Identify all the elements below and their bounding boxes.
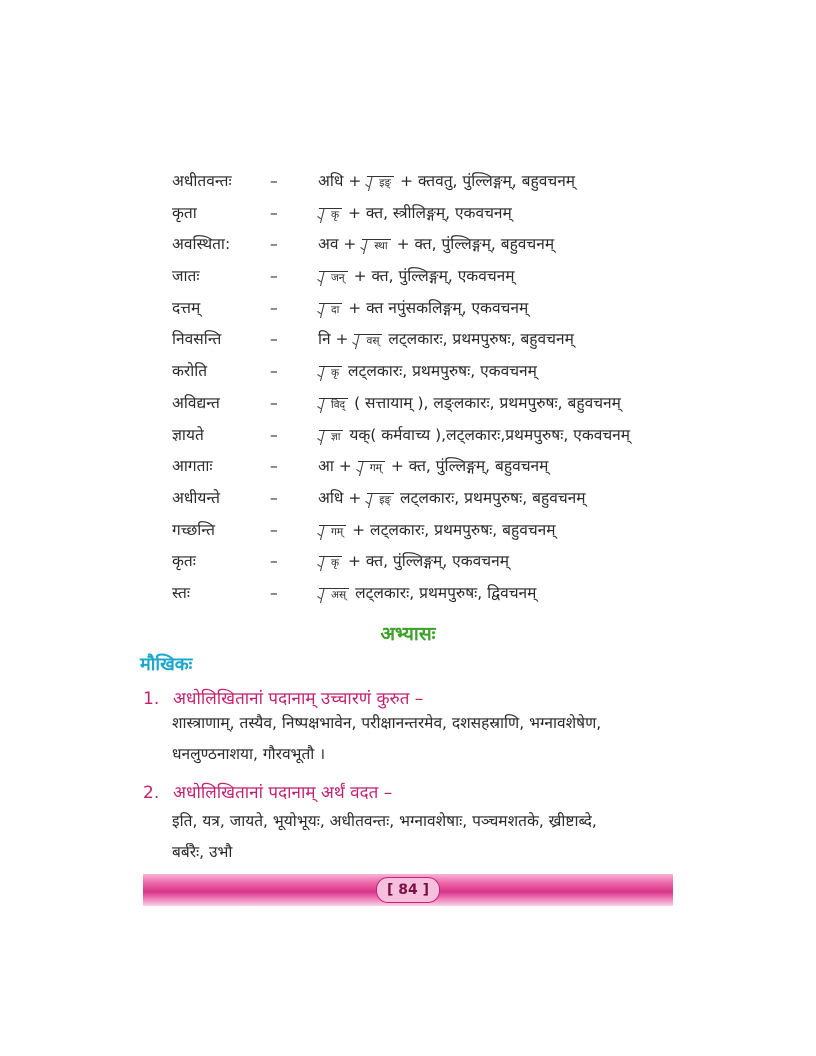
root-radical: गम्: [319, 525, 346, 539]
question-2: [143, 780, 392, 803]
root-radical: इङ्: [367, 176, 394, 190]
derivation: [318, 451, 548, 483]
derivation-row: [172, 515, 692, 547]
prefix: अधि +: [318, 172, 362, 190]
derivation-row: [172, 198, 692, 230]
word: जातः: [172, 267, 200, 286]
dash: –: [270, 552, 278, 571]
word: गच्छन्ति: [172, 520, 215, 539]
dash: –: [270, 457, 278, 476]
word: अधीतवन्तः: [172, 172, 232, 190]
dash: –: [270, 172, 278, 190]
derivation: [318, 515, 556, 547]
dash: –: [270, 203, 278, 222]
answer-line: बर्बरैः, उभौ: [172, 843, 233, 861]
prefix: नि +: [318, 330, 349, 349]
derivation-row: [172, 420, 692, 452]
derivation-row: [172, 388, 692, 420]
root-radical: जन्: [319, 271, 348, 285]
word: अविद्यन्त: [172, 393, 220, 412]
answer-words-1: [172, 708, 692, 770]
derivation-row: [172, 546, 692, 578]
derivation: [318, 388, 621, 420]
derivation-row: [172, 293, 692, 325]
prefix: आ +: [318, 457, 352, 476]
question-number: 2.: [143, 783, 160, 803]
dash: –: [270, 393, 278, 412]
root-radical: कृ: [319, 366, 342, 380]
derivation-row: [172, 356, 692, 388]
word: स्तः: [172, 583, 190, 602]
derivation: [318, 229, 554, 261]
grammar-info: लट्लकारः, प्रथमपुरुषः, बहुवचनम्: [388, 330, 574, 349]
derivation: [318, 198, 512, 230]
word: आगताः: [172, 457, 213, 476]
derivation: [318, 546, 509, 578]
derivation: [318, 166, 575, 198]
page-number: [ 84 ]: [376, 877, 440, 903]
derivation: [318, 324, 574, 356]
prefix: अव +: [318, 235, 357, 254]
answer-words-2: [172, 806, 692, 868]
root-radical: ज्ञा: [319, 430, 343, 444]
answer-line: शास्त्राणाम्, तस्यैव, निष्पक्षभावेन, परीक्षानन्तरमेव, दशसहस्राणि, भग्नावशेषेण,: [172, 714, 602, 732]
grammar-info: + क्तवतु, पुंल्लिङ्गम्, बहुवचनम्: [400, 172, 576, 190]
word-derivation-list: [172, 166, 692, 610]
word: दत्तम्: [172, 298, 201, 317]
root-radical: कृ: [319, 556, 342, 570]
derivation-row: [172, 451, 692, 483]
dash: –: [270, 362, 278, 381]
derivation: [318, 578, 536, 610]
derivation-row: [172, 166, 692, 198]
question-text: अधोलिखितानां पदानाम् उच्चारणं कुरुत –: [173, 689, 424, 709]
word: ज्ञायते: [172, 425, 204, 444]
root-radical: स्था: [362, 239, 390, 253]
word: अधीयन्ते: [172, 488, 220, 507]
question-number: 1.: [143, 689, 160, 709]
grammar-info: लट्लकारः, प्रथमपुरुषः, बहुवचनम्: [400, 488, 586, 507]
question-text: अधोलिखितानां पदानाम् अर्थं वदत –: [173, 783, 393, 803]
word: अवस्थिता:: [172, 235, 231, 254]
grammar-info: + लट्लकारः, प्रथमपुरुषः, बहुवचनम्: [352, 520, 556, 539]
derivation: [318, 261, 515, 293]
derivation-row: [172, 229, 692, 261]
grammar-info: लट्लकारः, प्रथमपुरुषः, एकवचनम्: [348, 362, 537, 381]
grammar-info: ( सत्तायाम् ), लङ्लकारः, प्रथमपुरुषः, बहुवचनम्: [354, 393, 621, 412]
root-radical: इङ्: [367, 493, 394, 507]
dash: –: [270, 488, 278, 507]
answer-line: इति, यत्र, जायते, भूयोभूयः, अधीतवन्तः, भग्नावशेषाः, पञ्चमशतके, ख्रीष्टाब्दे,: [172, 812, 597, 830]
grammar-info: + क्त, स्त्रीलिङ्गम्, एकवचनम्: [348, 203, 512, 222]
root-radical: कृ: [319, 208, 342, 222]
root-radical: वस्: [354, 334, 382, 348]
derivation-row: [172, 578, 692, 610]
dash: –: [270, 520, 278, 539]
dash: –: [270, 583, 278, 602]
derivation-row: [172, 483, 692, 515]
word: करोति: [172, 362, 208, 381]
derivation: [318, 356, 537, 388]
word: कृता: [172, 203, 197, 222]
root-radical: दा: [319, 303, 342, 317]
word: कृतः: [172, 552, 196, 571]
oral-section-heading: मौखिकः: [140, 654, 193, 675]
grammar-info: + क्त नपुंसकलिङ्गम्, एकवचनम्: [348, 298, 529, 317]
grammar-info: + क्त, पुंल्लिङ्गम्, बहुवचनम्: [390, 457, 549, 476]
grammar-info: यक्( कर्मवाच्य ),लट्लकारः,प्रथमपुरुषः, एकवचनम्: [349, 425, 631, 444]
grammar-info: + क्त, पुंल्लिङ्गम्, बहुवचनम्: [396, 235, 555, 254]
root-radical: अस्: [319, 588, 349, 602]
dash: –: [270, 330, 278, 349]
dash: –: [270, 235, 278, 254]
dash: –: [270, 267, 278, 286]
dash: –: [270, 425, 278, 444]
answer-line: धनलुण्ठनाशया, गौरवभूतौ ।: [172, 745, 326, 763]
exercise-heading: अभ्यासः: [380, 623, 436, 645]
grammar-info: लट्लकारः, प्रथमपुरुषः, द्विवचनम्: [355, 583, 537, 602]
derivation: [318, 420, 630, 452]
root-radical: गम्: [358, 461, 385, 475]
grammar-info: + क्त, पुंल्लिङ्गम्, एकवचनम्: [353, 267, 515, 286]
dash: –: [270, 298, 278, 317]
derivation-row: [172, 261, 692, 293]
prefix: अधि +: [318, 488, 362, 507]
derivation-row: [172, 324, 692, 356]
grammar-info: + क्त, पुंल्लिङ्गम्, एकवचनम्: [348, 552, 509, 571]
question-1: [143, 686, 423, 709]
root-radical: विद्: [319, 398, 348, 412]
word: निवसन्ति: [172, 330, 222, 349]
derivation: [318, 483, 586, 515]
derivation: [318, 293, 528, 325]
